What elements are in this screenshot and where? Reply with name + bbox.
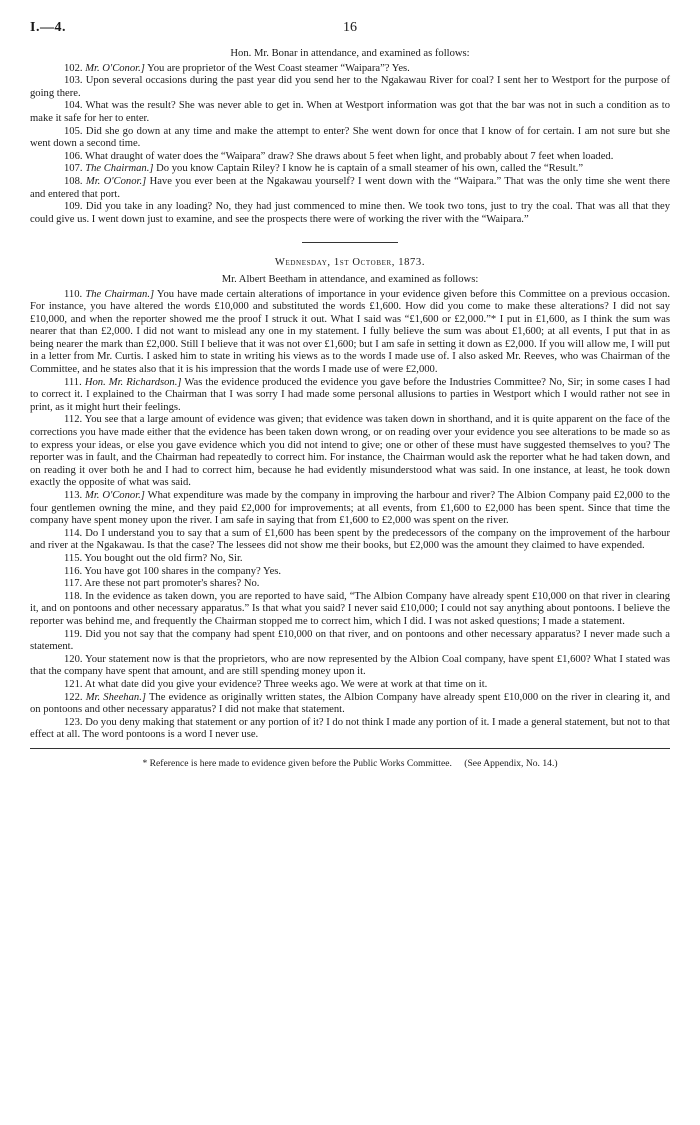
footnote-divider (30, 748, 670, 749)
speaker-name: Mr. O'Conor.] (85, 62, 145, 74)
question-entry (30, 692, 670, 717)
question-entry (30, 629, 670, 654)
question-entry (30, 289, 670, 377)
question-text: What draught of water does the “Waipara” draw? She draws about 5 feet when light, and probably about 7 feet when loaded. (85, 150, 614, 162)
question-entry (30, 578, 670, 591)
question-entry (30, 100, 670, 125)
speaker-name: Mr. O'Conor.] (85, 175, 147, 187)
question-entry (30, 201, 670, 226)
question-text: You bought out the old firm? No, Sir. (84, 552, 243, 564)
section-divider (302, 242, 398, 243)
question-number: 118. (64, 590, 83, 602)
question-number: 112. (64, 414, 83, 426)
speaker-name: Mr. Sheehan.] (85, 691, 146, 703)
question-text: You are proprietor of the West Coast steamer “Waipara”? Yes. (147, 62, 410, 74)
question-entry (30, 490, 670, 528)
question-text: Your statement now is that the proprietors, who are now represented by the Albion Coal company, have spent £1,600? What I stated was that the company have spent that amount, and are still spending money upon it. (30, 653, 670, 678)
question-entry (30, 176, 670, 201)
question-text: Are these not part promoter's shares? No. (84, 578, 260, 590)
witness-intro-bonar: Hon. Mr. Bonar in attendance, and examined as follows: (230, 48, 470, 59)
document-reference: I.—4. (30, 20, 66, 35)
session-date: Wednesday, 1st October, 1873. (274, 257, 426, 269)
question-number: 105. (64, 125, 83, 137)
evidence-section-beetham (30, 289, 670, 742)
question-entry (30, 566, 670, 579)
question-number: 119. (64, 628, 83, 640)
question-number: 117. (64, 578, 83, 590)
question-text: Do I understand you to say that a sum of £1,600 has been spent by the predecessors of the company on the improvement of the harbour and river at the Ngakawau. Is that the case? The lessees did not show me their books, but £2,000 was the amount they claimed to have expended. (30, 527, 670, 552)
speaker-name: The Chairman.] (85, 163, 154, 175)
question-text: Was the evidence produced the evidence you gave before the Industries Committee? No, Sir; in some cases I had to correct it. I explained to the Chairman that I was sorry I had made some personal allusions to parties in Westport which I would rather not see in print, as it might hurt their feelings. (30, 376, 670, 413)
question-text: Upon several occasions during the past year did you send her to the Ngakawau River for coal? I sent her to Westport for the purpose of going there. (30, 75, 670, 99)
evidence-section-bonar (30, 63, 670, 227)
witness-intro-beetham: Mr. Albert Beetham in attendance, and examined as follows: (221, 273, 479, 285)
question-text: You see that a large amount of evidence was given; that evidence was taken down in shorthand, and it is quite apparent on the face of the corrections you have made either that the evidence has been taken down wrong, or on reading over your evidence you see alterations to be made so as to express your ideas, or else you gave evidence which you did not intend to give; one or other of these must have suggested themselves to you? The reporter was in fault, and the Chairman had repeatedly to correct him. For instance, the Chairman would ask the reporter what he had taken down, and on reading it over both he and I had to correct him, because he had evidently misunderstood what was said. In one instance, at least, he took down exactly the opposite of what was said. (30, 414, 670, 489)
question-text: At what date did you give your evidence? Three weeks ago. We were at work at that time on it. (84, 678, 488, 690)
footnote (30, 758, 670, 771)
question-entry (30, 126, 670, 151)
question-entry (30, 679, 670, 692)
question-entry (30, 591, 670, 629)
question-number: 110. (64, 288, 83, 300)
question-entry (30, 414, 670, 490)
question-text: What expenditure was made by the company in improving the harbour and river? The Albion Company paid £2,000 to the four gentlemen owning the mine, and they paid £2,000 for improvements; at all events, from £1,600 to £2,000 has been spent. Since that time the company have spent money upon the river. I am safe in saying that from £1,600 to £2,000 was spent on the river. (30, 490, 670, 527)
question-number: 106. (64, 150, 83, 162)
question-entry (30, 63, 670, 76)
question-entry (30, 717, 670, 742)
question-text: What was the result? She was never able to get in. When at Westport information was got that the bar was not in such a condition as to make it safe for her to enter. (30, 100, 670, 124)
page-number: 16 (343, 20, 357, 35)
question-entry (30, 528, 670, 553)
question-entry (30, 553, 670, 566)
footnote-see: (See Appendix, No. 14.) (464, 758, 558, 770)
question-number: 123. (64, 716, 83, 728)
page-header (30, 22, 670, 44)
footnote-text: * Reference is here made to evidence given before the Public Works Committee. (142, 758, 452, 770)
question-text: In the evidence as taken down, you are reported to have said, “The Albion Company have already spent £10,000 on that river in clearing it, and on pontoons and other necessary apparatus.” Is that what you said? I never said £10,000; I could not say anything about pontoons. I believe the reporter was behind me, and frequently the Chairman stopped me to correct him, which I did. I was not asked questions; I made a statement. (30, 590, 670, 627)
question-number: 114. (64, 527, 83, 539)
question-entry (30, 151, 670, 164)
question-number: 109. (64, 201, 83, 213)
question-number: 120. (64, 653, 83, 665)
question-number: 104. (64, 100, 83, 112)
question-text: Have you ever been at the Ngakawau yourself? I went down with the “Waipara.” That was the only time she went there and entered that port. (30, 175, 670, 200)
question-number: 121. (64, 678, 83, 690)
question-number: 122. (64, 691, 83, 703)
question-number: 107. (64, 163, 83, 175)
speaker-name: Hon. Mr. Richardson.] (84, 376, 182, 388)
question-number: 111. (64, 376, 82, 388)
question-number: 113. (64, 490, 83, 501)
question-number: 115. (64, 552, 83, 564)
question-text: Did you take in any loading? No, they had just commenced to mine then. We took two tons, just to try the coal. That was all that they could give us. I went down just to examine, and see the prospects there were of working the river with the “Waipara.” (30, 201, 670, 225)
question-entry (30, 75, 670, 100)
question-text: Did she go down at any time and make the attempt to enter? She went down for once that I know of for certain. I am not sure but she went down a second time. (30, 125, 670, 150)
question-number: 103. (64, 75, 83, 87)
question-text: Do you know Captain Riley? I know he is captain of a small steamer of his own, called the “Result.” (156, 163, 584, 175)
question-text: You have made certain alterations of importance in your evidence given before this Committee on a previous occasion. For instance, you have altered the words £10,000 and substituted the words £1,600. How did you come to make these alterations? I did not say £10,000, and when the reporter showed me the proof I struck it out. What I said was “£1,600 or £2,000.”* I put in £1,600, as I think the sum was nearer that than £2,000. I did not want to mislead any one in my statement. I fully believe the sum was about £1,600; at all events, I put that in as being nearer the mark than £2,000. Still I believe that it was not over £1,600; but I am safe in setting it down as £2,000. If you will allow me, I will put in a letter from Mr. Curtis. I asked him to state in writing his views as to the words I made use of. I also asked Mr. Reeves, who was Chairman of the Committee, and he states also that it is his impression that the words I made use of were £2,000. (30, 288, 670, 376)
question-number: 108. (64, 175, 83, 187)
question-entry (30, 377, 670, 415)
question-text: Did you not say that the company had spent £10,000 on that river, and on pontoons and other necessary apparatus? I never made such a statement. (30, 628, 670, 653)
speaker-name: Mr. O'Conor.] (85, 490, 145, 501)
question-text: You have got 100 shares in the company? Yes. (84, 565, 282, 577)
speaker-name: The Chairman.] (85, 288, 155, 300)
question-number: 102. (64, 62, 83, 74)
question-entry (30, 163, 670, 176)
question-entry (30, 654, 670, 679)
question-text: Do you deny making that statement or any portion of it? I do not think I made any portion of it. I made a general statement, but not to that effect at all. The word pontoons is a word I never use. (30, 716, 670, 741)
document-page (30, 22, 670, 781)
question-number: 116. (64, 565, 83, 577)
question-text: The evidence as originally written states, the Albion Company have already spent £10,000 on the river in clearing it, and on pontoons and other necessary apparatus? I did not make that statement. (30, 691, 670, 716)
